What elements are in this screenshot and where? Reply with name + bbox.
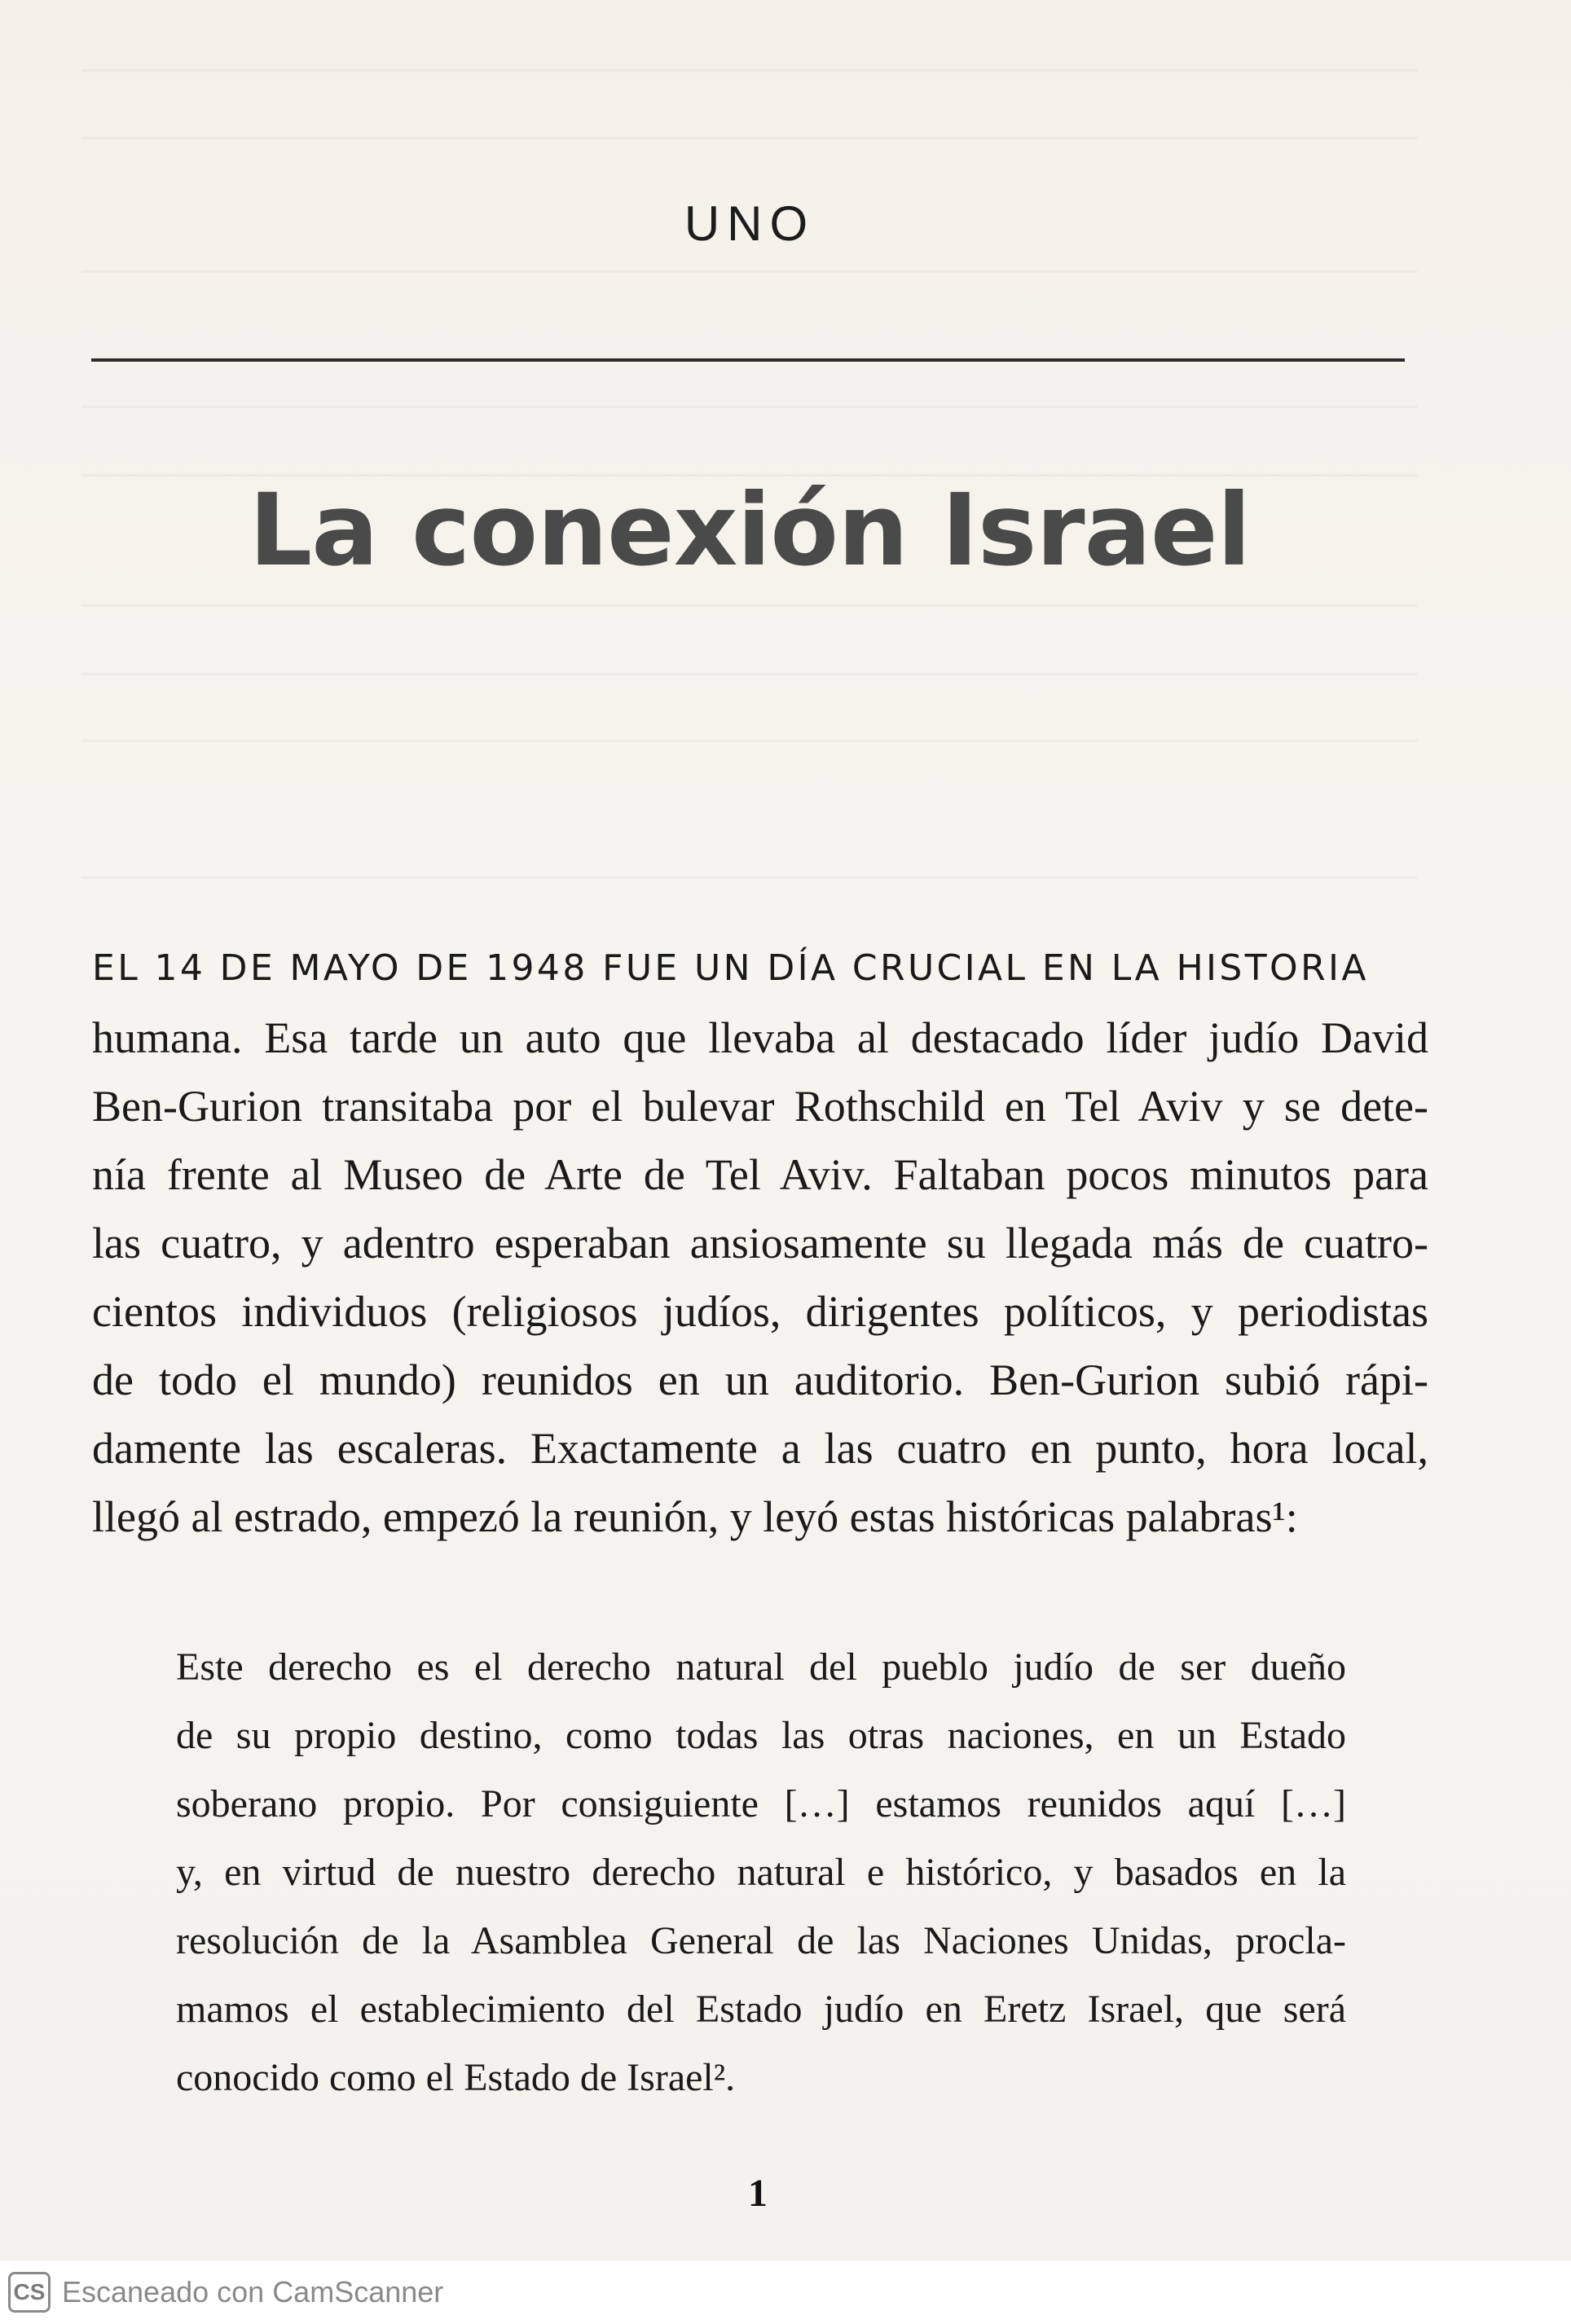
body-line: de todo el mundo) reunidos en un auditorio. Ben-Gurion subió rápi- bbox=[92, 1355, 1428, 1404]
camscanner-logo-icon: CS bbox=[8, 2272, 51, 2313]
lead-small-caps: EL 14 DE MAYO DE 1948 FUE UN DÍA CRUCIAL EN LA HISTORIA bbox=[92, 947, 1369, 989]
quote-line: conocido como el Estado de Israel². bbox=[176, 2056, 736, 2099]
body-line: humana. Esa tarde un auto que llevaba al destacado líder judío David bbox=[92, 1013, 1428, 1062]
body-line: llegó al estrado, empezó la reunión, y leyó estas históricas palabras¹: bbox=[92, 1492, 1298, 1541]
quote-line: de su propio destino, como todas las otras naciones, en un Estado bbox=[176, 1714, 1346, 1757]
bleed-through-line bbox=[81, 69, 1418, 72]
quote-line: Este derecho es el derecho natural del pueblo judío de ser dueño bbox=[176, 1645, 1346, 1689]
quote-line: y, en virtud de nuestro derecho natural e histórico, y basados en la bbox=[176, 1851, 1346, 1894]
chapter-title: La conexión Israel bbox=[249, 472, 1251, 588]
body-line: las cuatro, y adentro esperaban ansiosamente su llegada más de cuatro- bbox=[92, 1219, 1428, 1267]
body-paragraph bbox=[92, 1004, 1428, 1551]
page-number: 1 bbox=[748, 2172, 768, 2215]
bleed-through-line bbox=[81, 604, 1418, 607]
body-line: Ben-Gurion transitaba por el bulevar Rothschild en Tel Aviv y se dete- bbox=[92, 1082, 1428, 1131]
chapter-rule bbox=[91, 358, 1405, 362]
scanner-watermark bbox=[0, 2260, 1571, 2324]
body-line: nía frente al Museo de Arte de Tel Aviv. Faltaban pocos minutos para bbox=[92, 1150, 1428, 1199]
block-quote bbox=[176, 1633, 1346, 2112]
watermark-text: Escaneado con CamScanner bbox=[62, 2275, 444, 2309]
bleed-through-line bbox=[81, 406, 1418, 408]
chapter-label: UNO bbox=[684, 196, 816, 251]
quote-line: resolución de la Asamblea General de las Naciones Unidas, procla- bbox=[176, 1919, 1346, 1962]
bleed-through-line bbox=[81, 270, 1418, 273]
body-line: cientos individuos (religiosos judíos, dirigentes políticos, y periodistas bbox=[92, 1287, 1428, 1336]
bleed-through-line bbox=[81, 876, 1418, 879]
quote-line: soberano propio. Por consiguiente […] estamos reunidos aquí […] bbox=[176, 1782, 1346, 1825]
body-line: damente las escaleras. Exactamente a las cuatro en punto, hora local, bbox=[92, 1424, 1428, 1473]
bleed-through-line bbox=[81, 740, 1418, 742]
bleed-through-line bbox=[81, 137, 1418, 139]
bleed-through-line bbox=[81, 673, 1418, 675]
quote-line: mamos el establecimiento del Estado judío en Eretz Israel, que será bbox=[176, 1988, 1346, 2031]
